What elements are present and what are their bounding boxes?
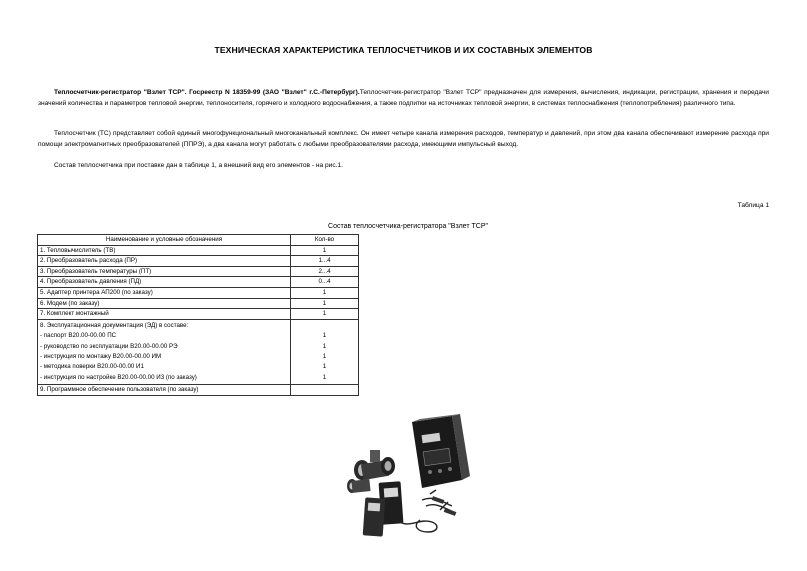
calculator-unit-image [412, 414, 470, 488]
documentation-item-qty: 1 [322, 332, 327, 340]
row-name: 1. Тепловычислитель (ТВ) [38, 245, 291, 256]
documentation-item: - инструкция по настройке В20.00-00.00 И3 (по заказу) [40, 373, 197, 381]
row-name: 9. Программное обеспечение пользователя (по заказу) [38, 385, 291, 396]
documentation-heading: 8. Эксплуатационная документация (ЭД) в составе: [40, 321, 189, 329]
description-paragraph [38, 128, 769, 150]
table-row [38, 245, 359, 256]
row-qty [291, 385, 359, 396]
description-text: Теплосчетчик (ТС) представляет собой единый многофункциональный многоканальный комплекс. Он имеет четыре канала измерения расходов, температур и давлений, при этом два канала обеспечивают измерение расхода при помощи электромагнитных преобразователей (ППРЭ), а два канала могут работать с любыми преобразователями расхода, имеющими импульсный выход. [38, 130, 769, 148]
table-header-row [38, 235, 359, 246]
table-number-label: Таблица 1 [737, 202, 769, 209]
row-name: 2. Преобразователь расхода (ПР) [38, 256, 291, 267]
document-title: ТЕХНИЧЕСКАЯ ХАРАКТЕРИСТИКА ТЕПЛОСЧЕТЧИКОВ И ИХ СОСТАВНЫХ ЭЛЕМЕНТОВ [214, 45, 593, 55]
device-registry-lead: Теплосчетчик-регистратор "Взлет ТСР". Госреестр N 18359-99 (ЗАО "Взлет" г.С.-Петербург). [54, 89, 360, 96]
table-row [38, 309, 359, 320]
documentation-qty-list [291, 319, 359, 384]
row-qty: 1 [291, 298, 359, 309]
table-row [38, 298, 359, 309]
row-qty: 1...4 [291, 256, 359, 267]
documentation-item: - методика поверки В20.00-00.00 И1 [40, 363, 144, 371]
row-qty: 1 [291, 287, 359, 298]
composition-table [37, 234, 359, 396]
row-name: 5. Адаптер принтера АП200 (по заказу) [38, 287, 291, 298]
device-purpose-text: Теплосчетчик-регистратор "Взлет ТСР" предназначен для измерения, вычисления, индикации, регистрации, хранения и передачи значений количества и параметров тепловой энергии, теплоносителя, горячего и холодного водоснабжения, а также подпитки на источниках тепловой энергии, в системах теплоснабжения (теплопотребления) различного типа. [38, 89, 769, 107]
row-qty: 0...4 [291, 277, 359, 288]
table-caption: Состав теплосчетчика-регистратора "Взлет ТСР" [328, 223, 488, 230]
row-name: 4. Преобразователь давления (ПД) [38, 277, 291, 288]
documentation-item-qty: 1 [322, 352, 327, 360]
table-row [38, 256, 359, 267]
documentation-item: - паспорт В20.00-00.00 ПС [40, 332, 117, 340]
row-qty: 2...4 [291, 266, 359, 277]
table-row [38, 287, 359, 298]
table-row-documentation [38, 319, 359, 384]
composition-note-text: Состав теплосчетчика при поставке дан в таблице 1, а внешний вид его элементов - на рис.1. [54, 162, 343, 169]
row-name: 7. Комплект монтажный [38, 309, 291, 320]
column-header-name: Наименование и условные обозначения [38, 235, 291, 246]
intro-paragraph [38, 87, 769, 109]
heat-meter-equipment-photo [340, 410, 480, 565]
documentation-item-qty: 1 [322, 342, 327, 350]
documentation-item-qty: 1 [322, 373, 327, 381]
row-name: 6. Модем (по заказу) [38, 298, 291, 309]
table-row [38, 266, 359, 277]
composition-note-paragraph [38, 160, 769, 171]
row-qty: 1 [291, 309, 359, 320]
table-row [38, 385, 359, 396]
documentation-item: - инструкция по монтажу В20.00-00.00 ИМ [40, 352, 162, 360]
documentation-item-qty: 1 [322, 363, 327, 371]
row-qty: 1 [291, 245, 359, 256]
column-header-qty: Кол-во [291, 235, 359, 246]
table-row [38, 277, 359, 288]
row-name: 3. Преобразователь температуры (ПТ) [38, 266, 291, 277]
documentation-item: - руководство по эксплуатации В20.00-00.00 РЭ [40, 342, 178, 350]
documentation-list [38, 319, 291, 384]
